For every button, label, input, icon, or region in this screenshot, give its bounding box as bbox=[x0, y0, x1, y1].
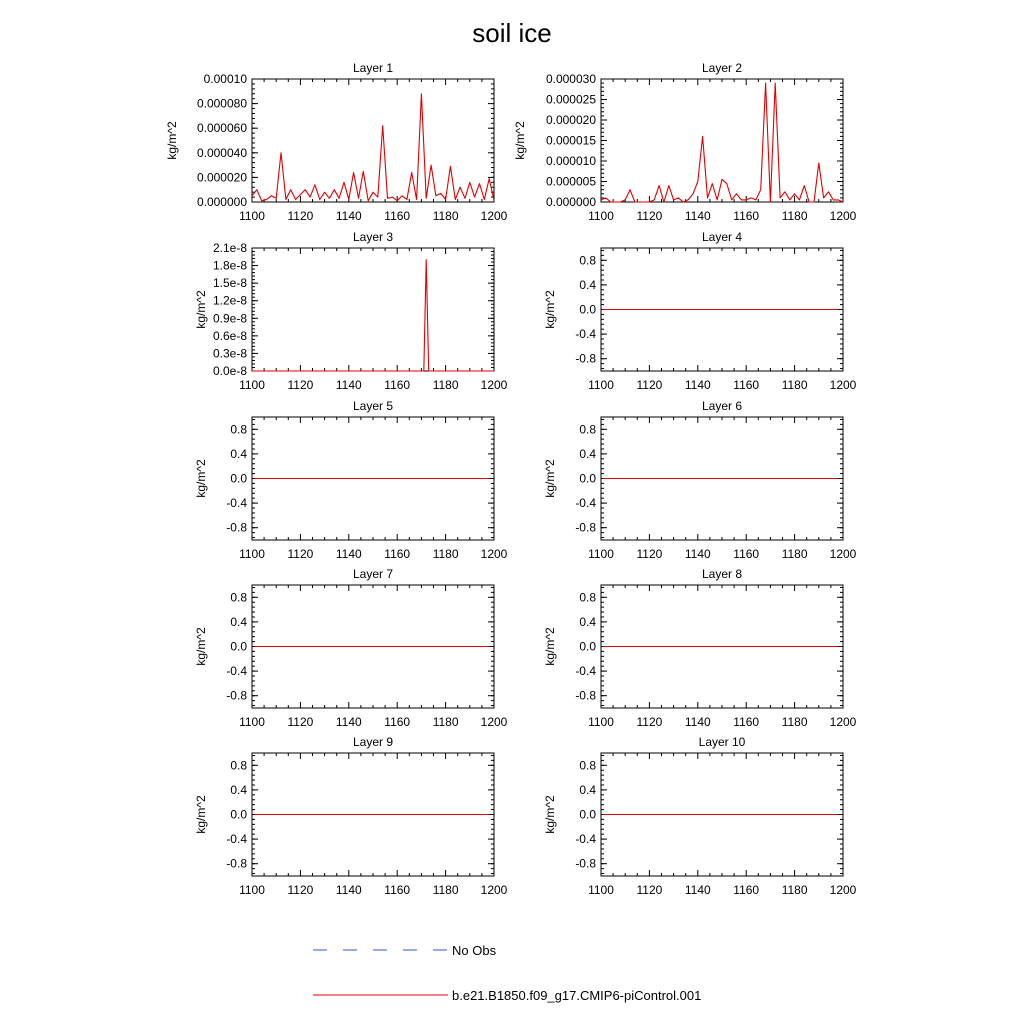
x-tick-label: 1100 bbox=[588, 378, 614, 392]
y-tick-label: 0.8 bbox=[579, 590, 596, 605]
x-tick-label: 1180 bbox=[432, 378, 459, 392]
y-tick-label: 0.0 bbox=[579, 471, 596, 486]
x-tick-label: 1200 bbox=[480, 378, 508, 392]
y-tick-label: 0.000010 bbox=[545, 154, 596, 168]
y-tick-label: 0.4 bbox=[230, 782, 247, 797]
y-tick-label: 0.0 bbox=[579, 639, 596, 654]
y-tick-label: 0.4 bbox=[579, 277, 596, 292]
y-tick-label: -0.8 bbox=[226, 688, 247, 703]
y-axis-label: kg/m^2 bbox=[194, 627, 208, 666]
y-tick-label: 0.000000 bbox=[196, 195, 247, 209]
x-tick-label: 1160 bbox=[733, 883, 760, 897]
series-line-layer-1 bbox=[252, 94, 494, 201]
x-tick-label: 1180 bbox=[432, 715, 459, 729]
x-tick-label: 1140 bbox=[684, 883, 711, 897]
y-tick-label: 0.000020 bbox=[545, 113, 596, 127]
x-tick-label: 1120 bbox=[636, 378, 663, 392]
x-tick-label: 1100 bbox=[588, 715, 614, 729]
y-tick-label: 0.0 bbox=[579, 302, 596, 317]
y-tick-label: 0.00010 bbox=[203, 72, 247, 86]
x-tick-label: 1200 bbox=[829, 209, 857, 223]
y-tick-label: -0.4 bbox=[226, 496, 247, 511]
y-axis-label: kg/m^2 bbox=[513, 121, 527, 160]
x-tick-label: 1180 bbox=[781, 715, 808, 729]
y-tick-label: 0.000060 bbox=[196, 121, 247, 136]
legend-label-obs: No Obs bbox=[452, 943, 497, 958]
y-tick-label: -0.4 bbox=[226, 664, 247, 679]
panel-layer-7 bbox=[194, 567, 508, 729]
x-tick-label: 1200 bbox=[480, 715, 508, 729]
panel-layer-2 bbox=[513, 61, 857, 223]
x-tick-label: 1140 bbox=[684, 209, 711, 223]
y-tick-label: 0.4 bbox=[579, 446, 596, 461]
x-tick-label: 1200 bbox=[480, 547, 508, 561]
legend bbox=[313, 943, 701, 1003]
y-tick-label: 2.1e-8 bbox=[212, 241, 247, 255]
y-tick-label: -0.4 bbox=[575, 496, 596, 511]
x-tick-label: 1140 bbox=[684, 547, 711, 561]
plot-frame bbox=[252, 248, 494, 371]
x-tick-label: 1160 bbox=[733, 547, 760, 561]
x-tick-label: 1100 bbox=[239, 715, 265, 729]
x-tick-label: 1140 bbox=[335, 715, 362, 729]
panel-layer-8 bbox=[543, 567, 857, 729]
panel-layer-9 bbox=[194, 735, 508, 897]
y-axis-label: kg/m^2 bbox=[194, 459, 208, 498]
y-tick-label: 0.000080 bbox=[196, 96, 247, 111]
x-tick-label: 1140 bbox=[335, 883, 362, 897]
x-tick-label: 1100 bbox=[239, 209, 265, 223]
y-tick-label: -0.8 bbox=[575, 688, 596, 703]
y-tick-label: 0.4 bbox=[230, 614, 247, 629]
panel-title: Layer 1 bbox=[352, 61, 394, 75]
x-tick-label: 1200 bbox=[829, 378, 857, 392]
panel-title: Layer 2 bbox=[701, 61, 743, 75]
y-tick-label: 0.0 bbox=[230, 807, 247, 822]
x-tick-label: 1120 bbox=[636, 883, 663, 897]
panel-title: Layer 10 bbox=[698, 735, 746, 749]
y-tick-label: 0.000020 bbox=[196, 170, 247, 185]
x-tick-label: 1120 bbox=[287, 547, 314, 561]
x-tick-label: 1200 bbox=[829, 547, 857, 561]
y-tick-label: 0.0 bbox=[230, 639, 247, 654]
y-tick-label: -0.8 bbox=[575, 351, 596, 366]
panel-title: Layer 5 bbox=[352, 399, 394, 413]
y-tick-label: 0.8 bbox=[230, 758, 247, 773]
panel-title: Layer 8 bbox=[701, 567, 743, 581]
y-tick-label: 0.000000 bbox=[545, 195, 596, 209]
x-tick-label: 1180 bbox=[432, 209, 459, 223]
x-tick-label: 1200 bbox=[480, 883, 508, 897]
panel-title: Layer 7 bbox=[352, 567, 394, 581]
x-tick-label: 1120 bbox=[636, 715, 663, 729]
y-tick-label: 0.3e-8 bbox=[212, 346, 247, 361]
y-tick-label: 0.000005 bbox=[545, 174, 596, 189]
y-tick-label: 0.4 bbox=[230, 446, 247, 461]
x-tick-label: 1120 bbox=[287, 209, 314, 223]
y-tick-label: 0.0 bbox=[579, 807, 596, 822]
y-axis-label: kg/m^2 bbox=[194, 795, 208, 834]
x-tick-label: 1200 bbox=[829, 883, 857, 897]
x-tick-label: 1120 bbox=[287, 378, 314, 392]
y-axis-label: kg/m^2 bbox=[165, 121, 179, 160]
y-tick-label: -0.8 bbox=[575, 520, 596, 535]
y-tick-label: 0.000040 bbox=[196, 145, 247, 160]
x-tick-label: 1140 bbox=[335, 378, 362, 392]
panel-title: Layer 9 bbox=[352, 735, 394, 749]
x-tick-label: 1100 bbox=[239, 547, 265, 561]
panel-layer-5 bbox=[194, 399, 508, 561]
y-tick-label: 0.6e-8 bbox=[212, 328, 247, 343]
x-tick-label: 1160 bbox=[384, 883, 411, 897]
x-tick-label: 1140 bbox=[684, 715, 711, 729]
y-tick-label: -0.8 bbox=[226, 520, 247, 535]
x-tick-label: 1160 bbox=[733, 378, 760, 392]
y-axis-label: kg/m^2 bbox=[543, 795, 557, 834]
y-tick-label: 0.9e-8 bbox=[212, 311, 247, 326]
panel-title: Layer 6 bbox=[701, 399, 743, 413]
y-tick-label: 0.000015 bbox=[545, 133, 596, 148]
x-tick-label: 1180 bbox=[432, 883, 459, 897]
x-tick-label: 1140 bbox=[335, 209, 362, 223]
x-tick-label: 1120 bbox=[636, 547, 663, 561]
x-tick-label: 1200 bbox=[480, 209, 508, 223]
y-axis-label: kg/m^2 bbox=[543, 627, 557, 666]
y-tick-label: 0.000025 bbox=[545, 92, 596, 107]
y-tick-label: 0.8 bbox=[579, 758, 596, 773]
x-tick-label: 1160 bbox=[384, 378, 411, 392]
y-tick-label: -0.8 bbox=[575, 856, 596, 871]
x-tick-label: 1180 bbox=[432, 547, 459, 561]
x-tick-label: 1140 bbox=[684, 378, 711, 392]
panel-layer-6 bbox=[543, 399, 857, 561]
panel-layer-1 bbox=[165, 61, 508, 223]
y-tick-label: 0.4 bbox=[579, 614, 596, 629]
x-tick-label: 1120 bbox=[287, 883, 314, 897]
x-tick-label: 1100 bbox=[239, 883, 265, 897]
y-tick-label: 0.4 bbox=[579, 782, 596, 797]
x-tick-label: 1180 bbox=[781, 547, 808, 561]
legend-label-model: b.e21.B1850.f09_g17.CMIP6-piControl.001 bbox=[452, 988, 702, 1003]
y-tick-label: 0.0 bbox=[230, 471, 247, 486]
x-tick-label: 1100 bbox=[239, 378, 265, 392]
x-tick-label: 1160 bbox=[733, 209, 760, 223]
x-tick-label: 1120 bbox=[287, 715, 314, 729]
y-tick-label: -0.4 bbox=[575, 832, 596, 847]
x-tick-label: 1160 bbox=[384, 715, 411, 729]
y-tick-label: 1.5e-8 bbox=[212, 276, 247, 291]
y-tick-label: -0.8 bbox=[226, 856, 247, 871]
x-tick-label: 1180 bbox=[781, 378, 808, 392]
x-tick-label: 1100 bbox=[588, 883, 614, 897]
x-tick-label: 1140 bbox=[335, 547, 362, 561]
plot-frame bbox=[601, 79, 843, 202]
y-tick-label: -0.4 bbox=[575, 664, 596, 679]
x-tick-label: 1100 bbox=[588, 209, 614, 223]
panel-layer-4 bbox=[543, 230, 857, 392]
panels bbox=[165, 61, 857, 897]
y-tick-label: 0.8 bbox=[579, 422, 596, 437]
y-tick-label: -0.4 bbox=[226, 832, 247, 847]
x-tick-label: 1160 bbox=[733, 715, 760, 729]
x-tick-label: 1180 bbox=[781, 883, 808, 897]
y-tick-label: 0.8 bbox=[230, 422, 247, 437]
x-tick-label: 1160 bbox=[384, 209, 411, 223]
panel-title: Layer 4 bbox=[701, 230, 743, 244]
y-tick-label: 0.0e-8 bbox=[212, 364, 247, 378]
panel-title: Layer 3 bbox=[352, 230, 394, 244]
y-axis-label: kg/m^2 bbox=[543, 290, 557, 329]
panel-layer-3 bbox=[194, 230, 508, 392]
x-tick-label: 1120 bbox=[636, 209, 663, 223]
y-axis-label: kg/m^2 bbox=[543, 459, 557, 498]
x-tick-label: 1200 bbox=[829, 715, 857, 729]
panel-layer-10 bbox=[543, 735, 857, 897]
x-tick-label: 1180 bbox=[781, 209, 808, 223]
y-tick-label: 0.8 bbox=[230, 590, 247, 605]
x-tick-label: 1160 bbox=[384, 547, 411, 561]
series-line-layer-2 bbox=[601, 83, 843, 202]
y-tick-label: 1.8e-8 bbox=[212, 258, 247, 273]
y-tick-label: 0.8 bbox=[579, 253, 596, 268]
y-tick-label: 0.000030 bbox=[545, 72, 596, 86]
series-line-layer-3 bbox=[252, 260, 494, 371]
y-tick-label: -0.4 bbox=[575, 327, 596, 342]
y-tick-label: 1.2e-8 bbox=[212, 293, 247, 308]
y-axis-label: kg/m^2 bbox=[194, 290, 208, 329]
figure-title: soil ice bbox=[472, 18, 552, 48]
x-tick-label: 1100 bbox=[588, 547, 614, 561]
plot-frame bbox=[252, 79, 494, 202]
